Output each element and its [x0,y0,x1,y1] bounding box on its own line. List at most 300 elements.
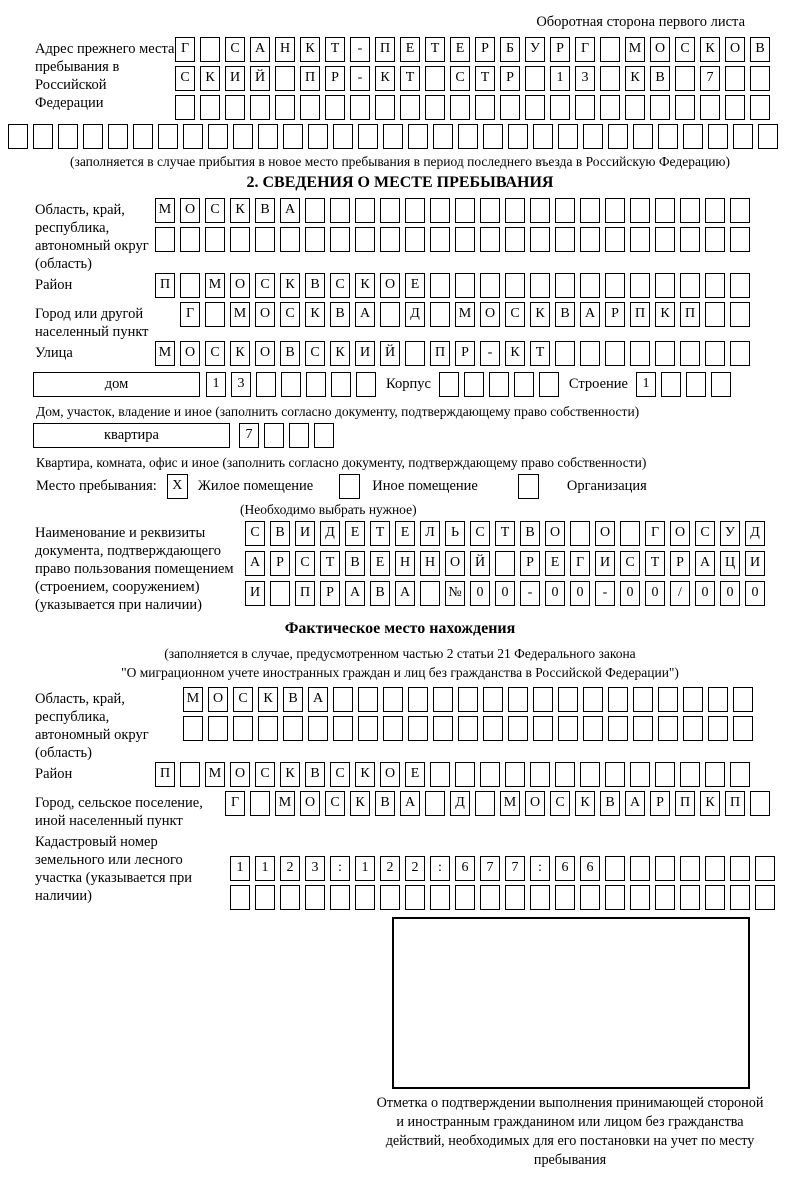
char-box[interactable] [680,198,700,223]
char-box[interactable]: 3 [305,856,325,881]
char-box[interactable]: Р [670,551,690,576]
char-box[interactable] [108,124,128,149]
char-box[interactable] [8,124,28,149]
char-box[interactable]: П [680,302,700,327]
char-box[interactable] [425,95,445,120]
char-box[interactable] [755,856,775,881]
char-box[interactable]: П [630,302,650,327]
char-box[interactable] [730,341,750,366]
char-box[interactable] [180,227,200,252]
char-box[interactable] [230,227,250,252]
char-box[interactable] [605,341,625,366]
char-box[interactable] [450,95,470,120]
char-box[interactable] [680,273,700,298]
char-box[interactable]: 7 [480,856,500,881]
char-box[interactable] [514,372,534,397]
char-box[interactable] [305,198,325,223]
char-box[interactable]: 0 [745,581,765,606]
char-box[interactable] [686,372,706,397]
char-box[interactable]: П [675,791,695,816]
char-box[interactable] [83,124,103,149]
char-box[interactable]: С [255,273,275,298]
char-box[interactable] [333,687,353,712]
char-box[interactable] [305,227,325,252]
char-box[interactable]: В [270,521,290,546]
char-box[interactable] [730,227,750,252]
char-box[interactable] [705,856,725,881]
char-box[interactable] [705,273,725,298]
char-box[interactable] [580,227,600,252]
char-box[interactable] [708,687,728,712]
char-box[interactable] [750,95,770,120]
char-box[interactable]: Р [550,37,570,62]
char-box[interactable]: П [300,66,320,91]
char-box[interactable] [580,198,600,223]
char-box[interactable] [705,227,725,252]
char-box[interactable]: Р [325,66,345,91]
char-box[interactable]: 3 [231,372,251,397]
char-box[interactable]: Е [370,551,390,576]
char-box[interactable] [258,124,278,149]
char-box[interactable]: Р [650,791,670,816]
char-box[interactable]: Р [320,581,340,606]
char-box[interactable] [430,227,450,252]
char-box[interactable]: П [155,273,175,298]
char-box[interactable]: И [595,551,615,576]
char-box[interactable] [705,341,725,366]
char-box[interactable] [633,124,653,149]
char-box[interactable]: Е [400,37,420,62]
char-box[interactable]: Р [475,37,495,62]
char-box[interactable]: 0 [645,581,665,606]
char-box[interactable]: 6 [580,856,600,881]
char-box[interactable]: В [370,581,390,606]
char-box[interactable]: В [280,341,300,366]
char-box[interactable]: В [555,302,575,327]
char-box[interactable]: К [258,687,278,712]
char-box[interactable]: Й [250,66,270,91]
char-box[interactable] [730,762,750,787]
char-box[interactable]: С [245,521,265,546]
char-box[interactable] [356,372,376,397]
char-box[interactable]: С [470,521,490,546]
char-box[interactable]: П [295,581,315,606]
char-box[interactable] [380,302,400,327]
char-box[interactable]: М [230,302,250,327]
char-box[interactable]: А [308,687,328,712]
char-box[interactable] [608,687,628,712]
char-box[interactable] [358,716,378,741]
char-box[interactable]: О [480,302,500,327]
char-box[interactable] [608,716,628,741]
char-box[interactable]: О [445,551,465,576]
char-box[interactable] [630,856,650,881]
char-box[interactable]: 1 [230,856,250,881]
char-box[interactable] [500,95,520,120]
char-box[interactable] [625,95,645,120]
char-box[interactable] [495,551,515,576]
char-box[interactable] [270,581,290,606]
char-box[interactable] [205,302,225,327]
char-box[interactable]: Д [745,521,765,546]
char-box[interactable] [405,885,425,910]
char-box[interactable] [655,885,675,910]
char-box[interactable] [208,124,228,149]
checkbox-organizatsiya[interactable] [518,474,539,499]
char-box[interactable] [505,762,525,787]
char-box[interactable] [633,716,653,741]
char-box[interactable]: Д [450,791,470,816]
char-box[interactable] [733,687,753,712]
char-box[interactable] [483,687,503,712]
char-box[interactable] [658,716,678,741]
char-box[interactable] [430,885,450,910]
char-box[interactable] [433,687,453,712]
char-box[interactable] [555,273,575,298]
char-box[interactable]: 0 [620,581,640,606]
char-box[interactable]: С [205,341,225,366]
char-box[interactable] [730,302,750,327]
char-box[interactable]: О [180,341,200,366]
char-box[interactable] [180,762,200,787]
char-box[interactable] [683,124,703,149]
char-box[interactable] [658,687,678,712]
char-box[interactable]: К [505,341,525,366]
char-box[interactable] [608,124,628,149]
char-box[interactable] [480,227,500,252]
char-box[interactable] [708,716,728,741]
char-box[interactable]: Е [405,762,425,787]
char-box[interactable] [630,885,650,910]
char-box[interactable]: О [650,37,670,62]
char-box[interactable]: В [520,521,540,546]
char-box[interactable]: М [183,687,203,712]
char-box[interactable] [708,124,728,149]
char-box[interactable]: К [700,37,720,62]
char-box[interactable]: 2 [405,856,425,881]
char-box[interactable]: С [255,762,275,787]
char-box[interactable]: В [330,302,350,327]
char-box[interactable] [155,227,175,252]
checkbox-inoe[interactable] [339,474,360,499]
char-box[interactable]: Р [605,302,625,327]
char-box[interactable] [355,885,375,910]
char-box[interactable] [680,856,700,881]
char-box[interactable] [331,372,351,397]
char-box[interactable]: Т [370,521,390,546]
char-box[interactable] [700,95,720,120]
char-box[interactable]: 0 [570,581,590,606]
char-box[interactable]: О [255,302,275,327]
char-box[interactable]: К [330,341,350,366]
char-box[interactable] [255,885,275,910]
char-box[interactable]: И [245,581,265,606]
char-box[interactable]: К [575,791,595,816]
char-box[interactable] [533,124,553,149]
char-box[interactable]: Н [275,37,295,62]
char-box[interactable] [183,716,203,741]
char-box[interactable] [264,423,284,448]
char-box[interactable]: В [650,66,670,91]
char-box[interactable]: 0 [495,581,515,606]
char-box[interactable] [408,716,428,741]
char-box[interactable]: И [295,521,315,546]
char-box[interactable] [200,37,220,62]
char-box[interactable]: М [205,762,225,787]
char-box[interactable] [250,95,270,120]
char-box[interactable] [158,124,178,149]
char-box[interactable]: 6 [455,856,475,881]
char-box[interactable] [583,716,603,741]
char-box[interactable] [375,95,395,120]
char-box[interactable]: С [305,341,325,366]
char-box[interactable] [475,791,495,816]
char-box[interactable]: Г [180,302,200,327]
char-box[interactable]: В [600,791,620,816]
char-box[interactable] [533,716,553,741]
char-box[interactable] [530,762,550,787]
char-box[interactable] [505,885,525,910]
char-box[interactable] [600,95,620,120]
char-box[interactable] [680,227,700,252]
char-box[interactable] [655,227,675,252]
char-box[interactable]: Д [320,521,340,546]
char-box[interactable] [380,227,400,252]
char-box[interactable]: 7 [505,856,525,881]
char-box[interactable]: К [280,762,300,787]
char-box[interactable]: С [175,66,195,91]
char-box[interactable] [455,885,475,910]
char-box[interactable] [330,885,350,910]
char-box[interactable] [680,885,700,910]
char-box[interactable] [280,227,300,252]
char-box[interactable] [433,124,453,149]
char-box[interactable] [230,885,250,910]
char-box[interactable] [505,198,525,223]
char-box[interactable] [530,227,550,252]
char-box[interactable] [258,716,278,741]
char-box[interactable] [280,885,300,910]
char-box[interactable]: Г [575,37,595,62]
char-box[interactable] [655,856,675,881]
char-box[interactable] [600,66,620,91]
char-box[interactable] [333,124,353,149]
char-box[interactable]: О [300,791,320,816]
char-box[interactable]: К [355,273,375,298]
char-box[interactable]: С [620,551,640,576]
char-box[interactable] [580,762,600,787]
char-box[interactable] [505,227,525,252]
char-box[interactable]: Ь [445,521,465,546]
char-box[interactable] [605,227,625,252]
char-box[interactable] [725,95,745,120]
char-box[interactable] [408,124,428,149]
char-box[interactable]: Т [425,37,445,62]
char-box[interactable] [383,124,403,149]
char-box[interactable]: 2 [380,856,400,881]
char-box[interactable]: Е [345,521,365,546]
char-box[interactable]: В [750,37,770,62]
char-box[interactable]: А [695,551,715,576]
char-box[interactable]: С [675,37,695,62]
char-box[interactable]: 0 [720,581,740,606]
char-box[interactable]: А [345,581,365,606]
char-box[interactable] [200,95,220,120]
char-box[interactable] [380,198,400,223]
char-box[interactable]: Н [420,551,440,576]
char-box[interactable] [755,885,775,910]
char-box[interactable]: У [525,37,545,62]
char-box[interactable] [300,95,320,120]
char-box[interactable] [405,341,425,366]
char-box[interactable]: О [545,521,565,546]
char-box[interactable] [605,856,625,881]
char-box[interactable] [480,885,500,910]
char-box[interactable] [383,716,403,741]
char-box[interactable] [308,124,328,149]
char-box[interactable] [558,716,578,741]
char-box[interactable] [58,124,78,149]
char-box[interactable] [633,687,653,712]
char-box[interactable]: М [625,37,645,62]
char-box[interactable] [458,124,478,149]
char-box[interactable] [425,66,445,91]
char-box[interactable]: - [480,341,500,366]
char-box[interactable] [355,227,375,252]
char-box[interactable] [630,227,650,252]
char-box[interactable]: С [205,198,225,223]
char-box[interactable]: Р [520,551,540,576]
char-box[interactable]: - [350,37,370,62]
char-box[interactable] [430,198,450,223]
char-box[interactable] [408,687,428,712]
char-box[interactable]: 1 [355,856,375,881]
char-box[interactable] [439,372,459,397]
char-box[interactable]: П [430,341,450,366]
char-box[interactable] [455,273,475,298]
char-box[interactable]: Е [545,551,565,576]
char-box[interactable] [433,716,453,741]
char-box[interactable]: К [305,302,325,327]
char-box[interactable] [730,198,750,223]
char-box[interactable] [430,762,450,787]
char-box[interactable]: О [725,37,745,62]
char-box[interactable]: С [450,66,470,91]
char-box[interactable]: О [595,521,615,546]
char-box[interactable] [733,716,753,741]
char-box[interactable] [605,273,625,298]
char-box[interactable]: К [625,66,645,91]
char-box[interactable] [605,885,625,910]
char-box[interactable] [458,716,478,741]
char-box[interactable]: К [280,273,300,298]
char-box[interactable] [661,372,681,397]
char-box[interactable] [464,372,484,397]
char-box[interactable]: - [595,581,615,606]
char-box[interactable] [630,341,650,366]
char-box[interactable]: - [520,581,540,606]
char-box[interactable]: И [745,551,765,576]
char-box[interactable] [305,885,325,910]
char-box[interactable]: 7 [239,423,259,448]
char-box[interactable] [233,124,253,149]
char-box[interactable]: - [350,66,370,91]
char-box[interactable] [183,124,203,149]
char-box[interactable] [508,716,528,741]
char-box[interactable]: Т [320,551,340,576]
char-box[interactable] [420,581,440,606]
char-box[interactable]: С [280,302,300,327]
char-box[interactable]: К [350,791,370,816]
char-box[interactable]: Т [325,37,345,62]
char-box[interactable] [555,885,575,910]
char-box[interactable] [458,687,478,712]
char-box[interactable]: : [530,856,550,881]
char-box[interactable] [233,716,253,741]
char-box[interactable] [333,716,353,741]
char-box[interactable] [675,95,695,120]
char-box[interactable]: В [305,762,325,787]
char-box[interactable]: № [445,581,465,606]
char-box[interactable]: К [375,66,395,91]
char-box[interactable] [308,716,328,741]
char-box[interactable] [605,762,625,787]
char-box[interactable]: Й [380,341,400,366]
char-box[interactable]: С [330,762,350,787]
char-box[interactable] [455,198,475,223]
char-box[interactable] [180,273,200,298]
char-box[interactable]: В [283,687,303,712]
char-box[interactable]: М [455,302,475,327]
char-box[interactable]: А [280,198,300,223]
char-box[interactable]: С [505,302,525,327]
char-box[interactable] [683,716,703,741]
char-box[interactable]: О [670,521,690,546]
char-box[interactable] [711,372,731,397]
char-box[interactable] [580,273,600,298]
char-box[interactable] [558,124,578,149]
char-box[interactable] [455,227,475,252]
char-box[interactable]: С [225,37,245,62]
char-box[interactable]: А [625,791,645,816]
char-box[interactable]: В [305,273,325,298]
char-box[interactable] [555,762,575,787]
char-box[interactable] [630,198,650,223]
char-box[interactable] [730,885,750,910]
char-box[interactable]: К [355,762,375,787]
char-box[interactable] [680,341,700,366]
char-box[interactable]: : [430,856,450,881]
char-box[interactable] [725,66,745,91]
char-box[interactable]: Д [405,302,425,327]
char-box[interactable] [430,302,450,327]
char-box[interactable]: С [550,791,570,816]
char-box[interactable] [430,273,450,298]
char-box[interactable]: Т [400,66,420,91]
char-box[interactable] [705,885,725,910]
char-box[interactable] [330,227,350,252]
char-box[interactable]: 7 [700,66,720,91]
char-box[interactable] [733,124,753,149]
char-box[interactable]: Н [395,551,415,576]
char-box[interactable] [583,687,603,712]
char-box[interactable] [225,95,245,120]
char-box[interactable] [758,124,778,149]
char-box[interactable]: К [230,198,250,223]
char-box[interactable]: Е [405,273,425,298]
char-box[interactable] [33,124,53,149]
char-box[interactable]: К [300,37,320,62]
